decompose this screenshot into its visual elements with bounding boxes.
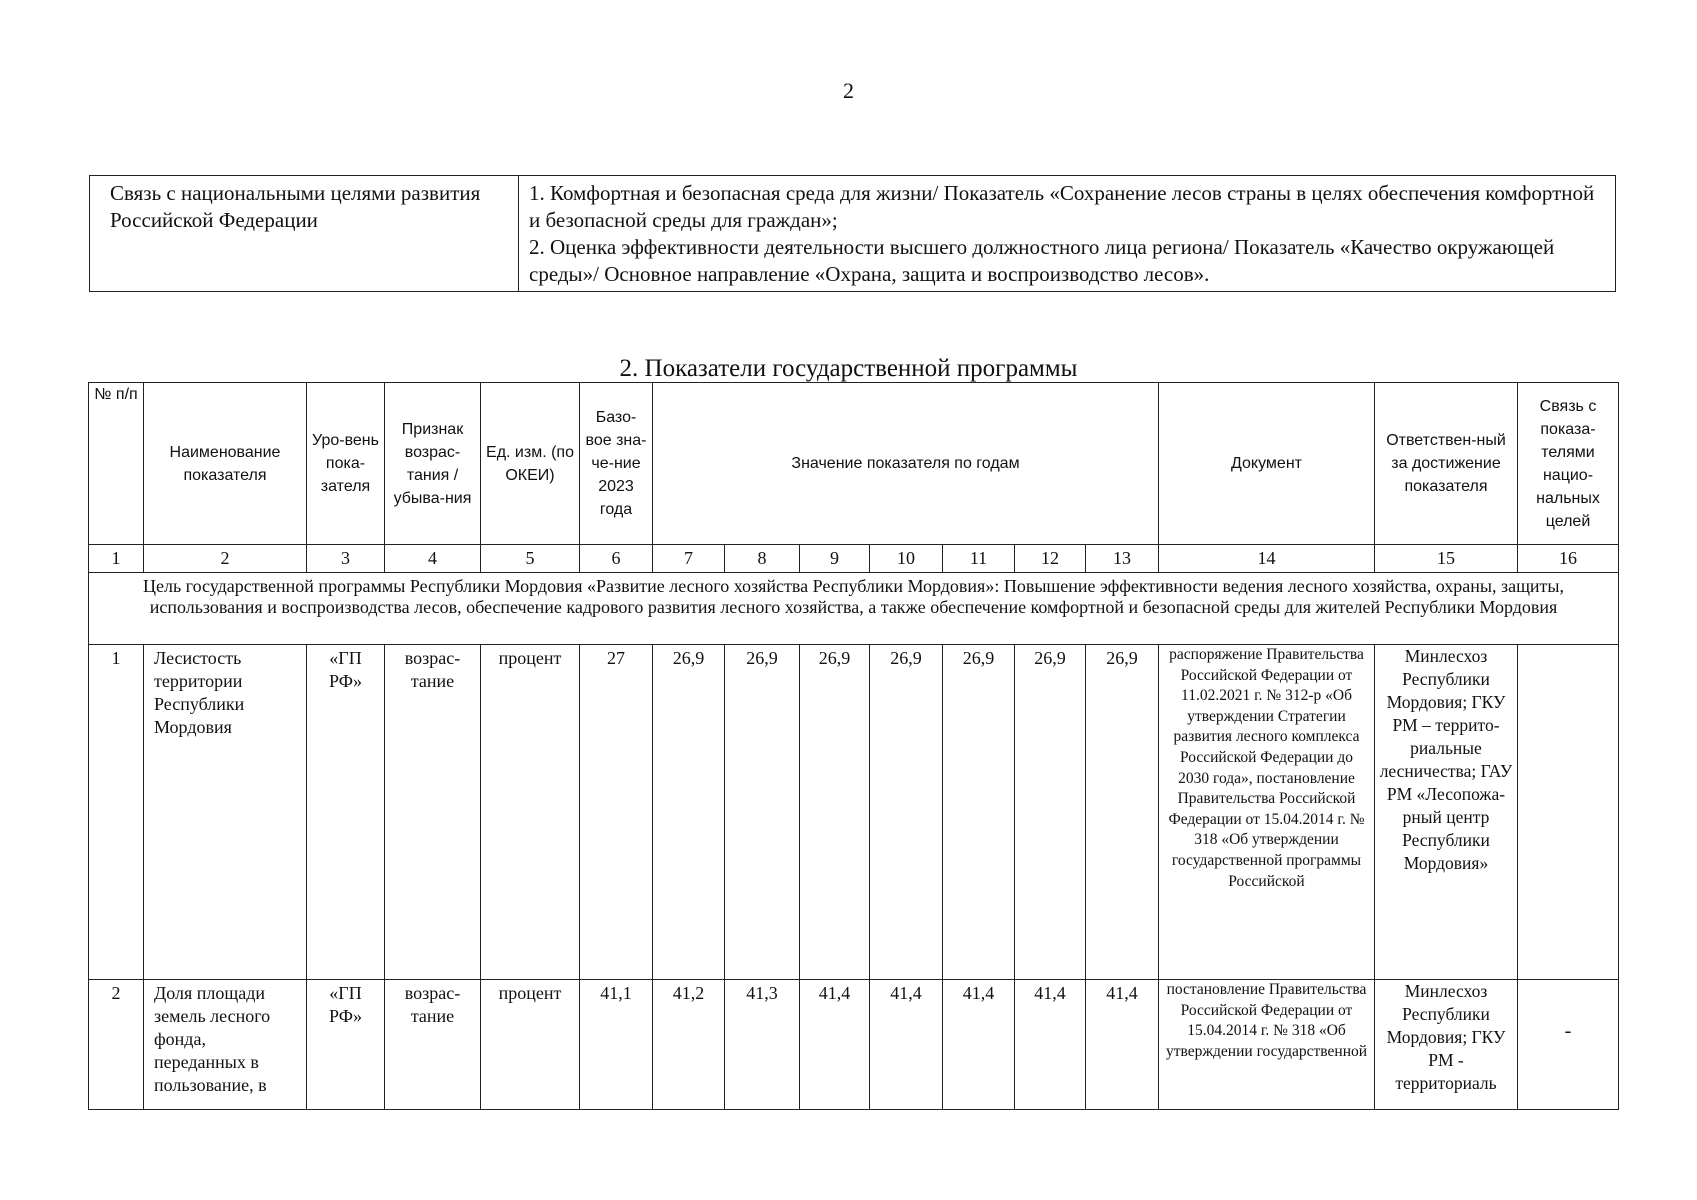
indicator-name: Доля площади земель лесного фонда, переданных в пользование, в	[144, 980, 307, 1110]
column-number: 1	[89, 545, 144, 573]
indicator-document: постановление Правительства Российской Федерации от 15.04.2014 г. № 318 «Об утверждении государственной	[1159, 980, 1375, 1110]
indicator-responsible: Минлесхоз Республики Мордовия; ГКУ РМ - территориаль	[1375, 980, 1518, 1110]
column-numbers-row	[89, 545, 1619, 573]
indicator-base: 27	[580, 645, 653, 980]
indicator-unit: процент	[481, 980, 580, 1110]
table-row	[89, 645, 1619, 980]
table-row	[89, 980, 1619, 1110]
indicator-value: 26,9	[870, 645, 943, 980]
indicator-sign: возрас-тание	[385, 980, 481, 1110]
program-goal: Цель государственной программы Республики Мордовия «Развитие лесного хозяйства Республики Мордовия»: Повышение эффективности ведения лесного хозяйства, охраны, защиты, использования и воспроизводства лесов, обеспечение кадрового развития лесного хозяйства, а также обеспечение комфортной и безопасной среды для жителей Республики Мордовия	[89, 573, 1619, 645]
header-num: № п/п	[89, 383, 144, 545]
column-number: 12	[1015, 545, 1086, 573]
indicator-value: 41,4	[800, 980, 870, 1110]
indicator-document: распоряжение Правительства Российской Федерации от 11.02.2021 г. № 312-р «Об утверждении Стратегии развития лесного комплекса Российской Федерации до 2030 года», постановление Правительства Российской Федерации от 15.04.2014 г. № 318 «Об утверждении государственной программы Российской	[1159, 645, 1375, 980]
links-dash: -	[1564, 1020, 1572, 1042]
header-sign: Признак возрас-тания /убыва-ния	[385, 383, 481, 545]
national-goals-label: Связь с национальными целями развития Российской Федерации	[90, 176, 519, 292]
column-number: 5	[481, 545, 580, 573]
column-number: 16	[1518, 545, 1619, 573]
header-document: Документ	[1159, 383, 1375, 545]
column-number: 14	[1159, 545, 1375, 573]
header-name: Наименование показателя	[144, 383, 307, 545]
column-number: 9	[800, 545, 870, 573]
indicator-value: 26,9	[943, 645, 1015, 980]
column-number: 6	[580, 545, 653, 573]
indicator-level: «ГП РФ»	[307, 980, 385, 1110]
indicator-value: 41,4	[870, 980, 943, 1110]
national-goals-content	[519, 176, 1616, 292]
column-number: 15	[1375, 545, 1518, 573]
indicator-value: 26,9	[725, 645, 800, 980]
column-number: 11	[943, 545, 1015, 573]
indicator-value: 41,2	[653, 980, 725, 1110]
column-number: 4	[385, 545, 481, 573]
indicator-value: 41,4	[1086, 980, 1159, 1110]
national-goal-line-1: 1. Комфортная и безопасная среда для жизни/ Показатель «Сохранение лесов страны в целях обеспечения комфортной и безопасной среды для граждан»;	[529, 181, 1595, 232]
indicator-sign: возрас-тание	[385, 645, 481, 980]
header-years: Значение показателя по годам	[653, 383, 1159, 545]
column-number: 13	[1086, 545, 1159, 573]
indicator-value: 26,9	[1086, 645, 1159, 980]
column-number: 8	[725, 545, 800, 573]
header-responsible: Ответствен-ный за достижение показателя	[1375, 383, 1518, 545]
indicator-unit: процент	[481, 645, 580, 980]
column-number: 3	[307, 545, 385, 573]
indicator-value: 26,9	[653, 645, 725, 980]
indicator-level: «ГП РФ»	[307, 645, 385, 980]
row-num: 2	[89, 980, 144, 1110]
header-base: Базо-вое зна-че-ние 2023 года	[580, 383, 653, 545]
national-goals-links-table	[89, 175, 1616, 292]
section-title: 2. Показатели государственной программы	[619, 355, 1078, 382]
national-goal-line-2: 2. Оценка эффективности деятельности высшего должностного лица региона/ Показатель «Качество окружающей среды»/ Основное направление «Охрана, защита и воспроизводство лесов».	[529, 235, 1555, 286]
header-links: Связь с показа-телями нацио-нальных целей	[1518, 383, 1619, 545]
column-number: 10	[870, 545, 943, 573]
indicator-value: 26,9	[1015, 645, 1086, 980]
indicator-value: 41,4	[943, 980, 1015, 1110]
indicator-base: 41,1	[580, 980, 653, 1110]
header-level: Уро-вень пока-зателя	[307, 383, 385, 545]
indicator-links	[1518, 980, 1619, 1110]
indicator-responsible: Минлесхоз Республики Мордовия; ГКУ РМ – террито-риальные лесничества; ГАУ РМ «Лесопожа-рный центр Республики Мордовия»	[1375, 645, 1518, 980]
indicator-links	[1518, 645, 1619, 980]
column-number: 2	[144, 545, 307, 573]
program-goal-row	[89, 573, 1619, 645]
indicators-table	[88, 382, 1619, 1110]
header-row	[89, 383, 1619, 545]
row-num: 1	[89, 645, 144, 980]
indicator-name: Лесистость территории Республики Мордовия	[144, 645, 307, 980]
column-number: 7	[653, 545, 725, 573]
page-number: 2	[843, 78, 854, 103]
indicator-value: 41,3	[725, 980, 800, 1110]
indicator-value: 26,9	[800, 645, 870, 980]
header-unit: Ед. изм. (по ОКЕИ)	[481, 383, 580, 545]
indicator-value: 41,4	[1015, 980, 1086, 1110]
